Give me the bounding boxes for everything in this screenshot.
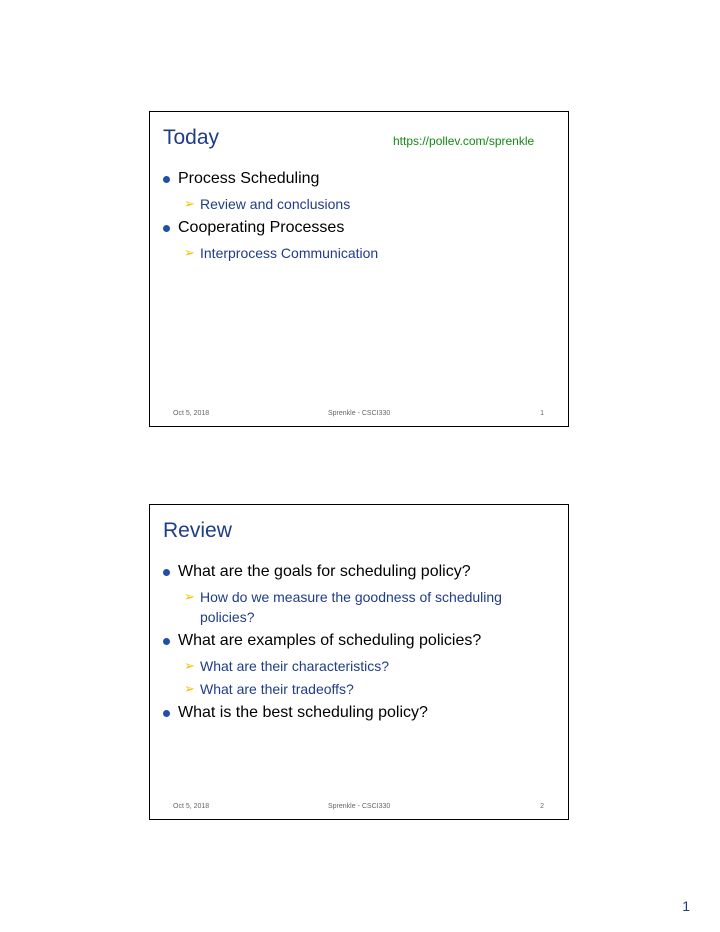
arrow-bullet-icon: ➢ xyxy=(184,245,195,260)
footer-author: Sprenkle - CSCI330 xyxy=(328,410,391,417)
sub-bullet-item xyxy=(162,656,557,676)
sub-bullet-item xyxy=(162,194,557,214)
bullet-dot-icon xyxy=(163,569,170,576)
bullet-item xyxy=(162,168,557,190)
arrow-bullet-icon: ➢ xyxy=(184,589,195,604)
bullet-list xyxy=(162,168,557,266)
page-number: 1 xyxy=(682,898,690,914)
bullet-text: What are examples of scheduling policies? xyxy=(178,632,482,649)
slide-number: 2 xyxy=(540,803,544,810)
sub-bullet-text: What are their characteristics? xyxy=(200,658,390,674)
bullet-item xyxy=(162,630,557,652)
footer-date: Oct 5, 2018 xyxy=(173,410,210,417)
bullet-text: What are the goals for scheduling policy? xyxy=(178,563,471,580)
footer-date: Oct 5, 2018 xyxy=(173,803,210,810)
bullet-item xyxy=(162,217,557,239)
slide-number: 1 xyxy=(540,410,544,417)
arrow-bullet-icon: ➢ xyxy=(184,196,195,211)
slide-1 xyxy=(149,111,569,427)
arrow-bullet-icon: ➢ xyxy=(184,681,195,696)
slide-2 xyxy=(149,504,569,820)
footer-author: Sprenkle - CSCI330 xyxy=(328,803,391,810)
bullet-text: Process Scheduling xyxy=(178,170,320,187)
sub-bullet-item xyxy=(162,679,557,699)
sub-bullet-text: What are their tradeoffs? xyxy=(200,681,354,697)
bullet-dot-icon xyxy=(163,176,170,183)
sub-bullet-item xyxy=(162,243,557,263)
bullet-text: What is the best scheduling policy? xyxy=(178,704,428,721)
bullet-dot-icon xyxy=(163,225,170,232)
bullet-dot-icon xyxy=(163,710,170,717)
sub-bullet-text: Interprocess Communication xyxy=(200,245,379,261)
sub-bullet-text: How do we measure the goodness of scheduling policies? xyxy=(200,589,502,625)
slide-title: Today xyxy=(163,126,220,149)
bullet-item xyxy=(162,702,557,724)
arrow-bullet-icon: ➢ xyxy=(184,658,195,673)
bullet-dot-icon xyxy=(163,638,170,645)
slide-title: Review xyxy=(163,519,232,542)
bullet-list xyxy=(162,561,557,728)
bullet-text: Cooperating Processes xyxy=(178,219,345,236)
sub-bullet-text: Review and conclusions xyxy=(200,196,351,212)
bullet-item xyxy=(162,561,557,583)
poll-link[interactable]: https://pollev.com/sprenkle xyxy=(393,134,535,148)
sub-bullet-item xyxy=(162,587,557,627)
